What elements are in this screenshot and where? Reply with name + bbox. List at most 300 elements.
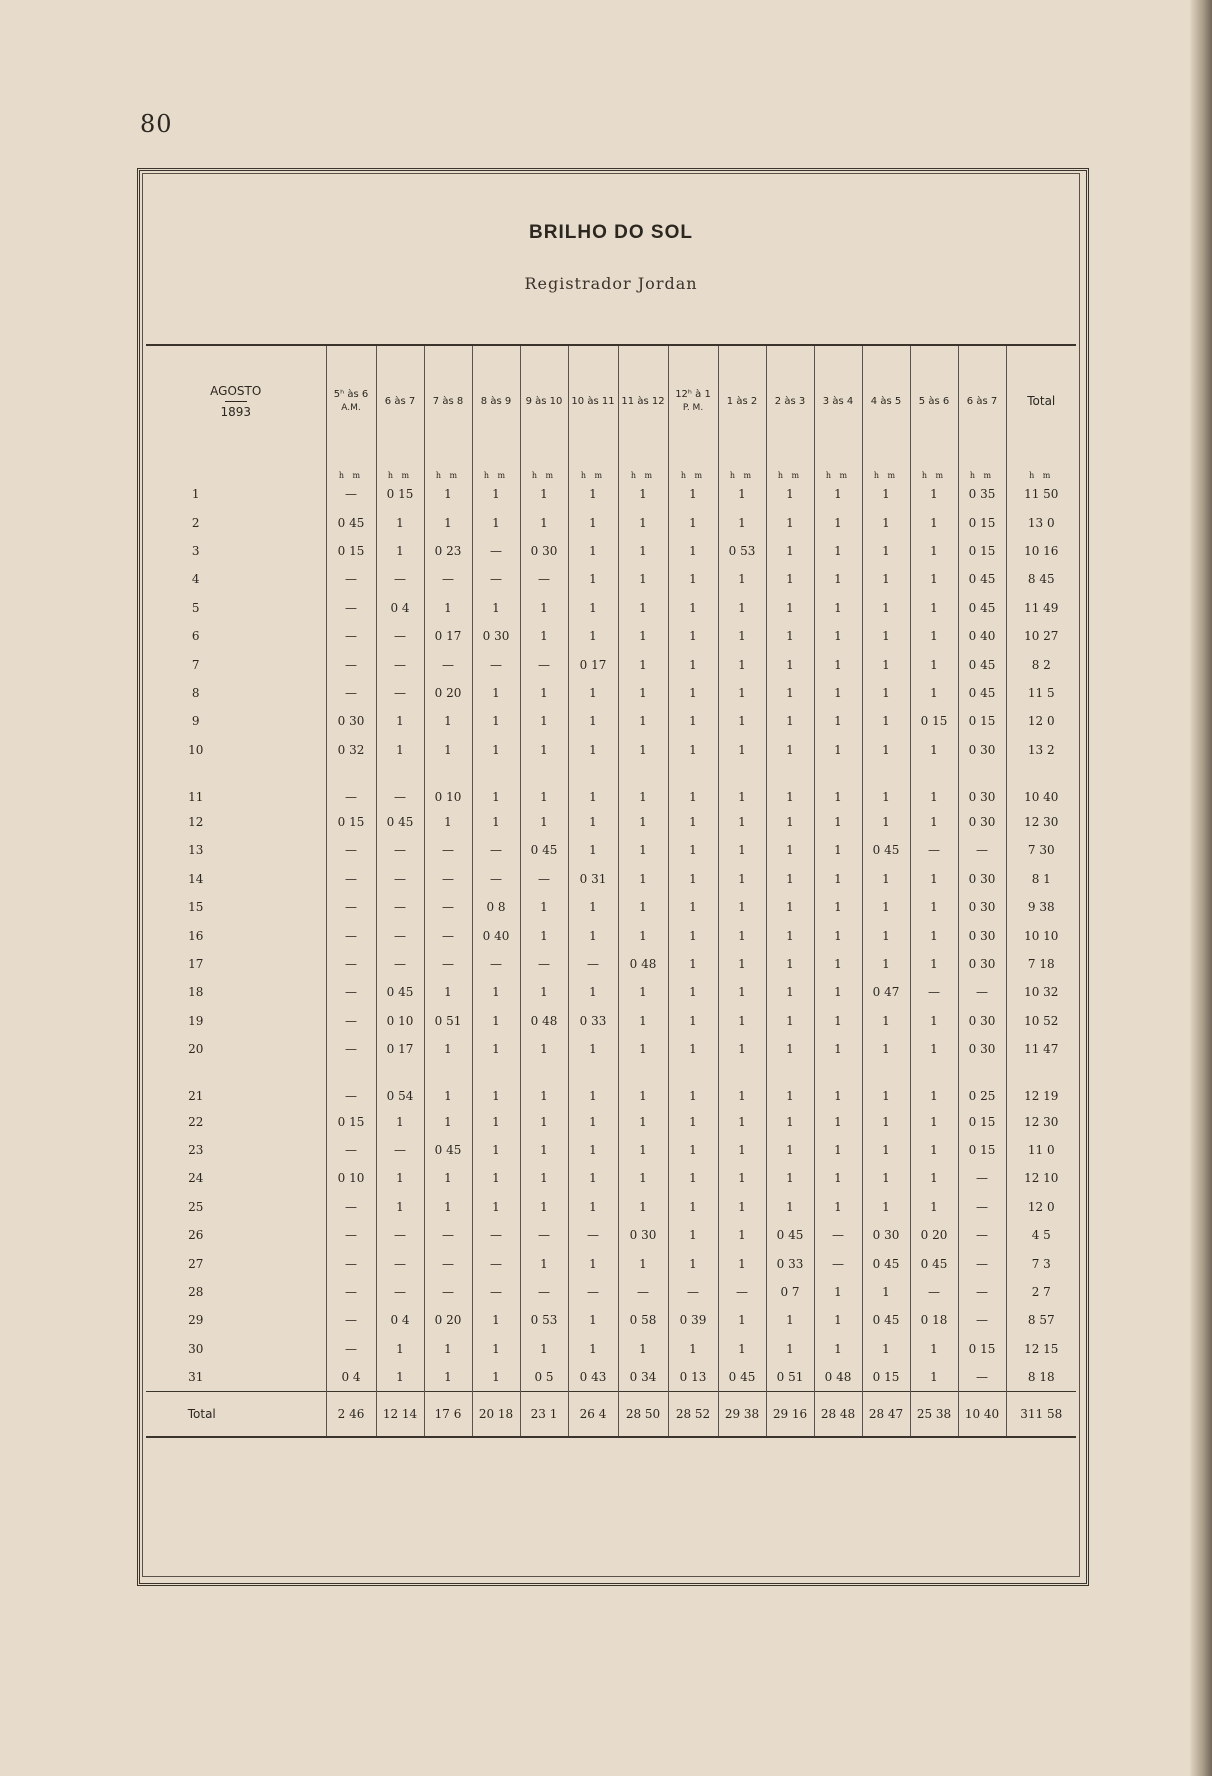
value-cell: 0 45 [958, 594, 1006, 622]
column-header-label: 6 às 7 [966, 395, 998, 407]
value-cell: 1 [862, 1107, 910, 1135]
month-rule [225, 401, 247, 402]
value-cell: 0 40 [958, 622, 1006, 650]
value-cell: 1 [910, 921, 958, 949]
column-header-sub: P. M. [682, 403, 704, 413]
value-cell: 0 47 [862, 978, 910, 1006]
value-cell: — [376, 1278, 424, 1306]
units-spacer [146, 456, 326, 480]
column-header [910, 346, 958, 456]
unit-label: h m [958, 456, 1006, 480]
value-cell: 0 45 [766, 1221, 814, 1249]
column-header-label: 10 às 11 [571, 395, 615, 407]
unit-label: h m [766, 456, 814, 480]
value-cell: 1 [862, 480, 910, 508]
day-cell: 20 [188, 1042, 204, 1057]
day-cell: 21 [188, 1089, 204, 1104]
column-header-label: 12ʰ à 1 [675, 389, 711, 400]
value-cell: 0 45 [862, 1249, 910, 1277]
value-cell: 1 [910, 622, 958, 650]
value-cell: 0 17 [424, 622, 472, 650]
column-header-label: 5 às 6 [918, 395, 950, 407]
value-cell: 1 [376, 508, 424, 536]
value-cell: 1 [618, 707, 668, 735]
value-cell: 0 43 [568, 1363, 618, 1392]
value-cell: 1 [520, 1335, 568, 1363]
value-cell: — [520, 865, 568, 893]
value-cell: 1 [766, 480, 814, 508]
value-cell: 1 [910, 764, 958, 808]
value-cell: 1 [766, 1164, 814, 1192]
value-cell: 0 25 [958, 1063, 1006, 1107]
value-cell: 0 30 [520, 537, 568, 565]
row-total-cell: 11 47 [1006, 1035, 1076, 1063]
value-cell: 1 [376, 1107, 424, 1135]
value-cell: 0 48 [618, 950, 668, 978]
value-cell: 1 [520, 1107, 568, 1135]
value-cell: 1 [862, 921, 910, 949]
table-subtitle: Registrador Jordan [524, 274, 698, 293]
value-cell: 1 [668, 508, 718, 536]
value-cell: 0 45 [718, 1363, 766, 1392]
day-cell: 9 [191, 714, 200, 729]
units-row [146, 456, 1076, 480]
value-cell: 0 30 [958, 808, 1006, 836]
value-cell: 1 [520, 893, 568, 921]
total-cell: 311 58 [1006, 1392, 1076, 1438]
value-cell: 0 18 [910, 1306, 958, 1334]
value-cell: 1 [618, 1136, 668, 1164]
value-cell: 1 [814, 1278, 862, 1306]
value-cell: 0 30 [958, 1035, 1006, 1063]
total-cell: 28 48 [814, 1392, 862, 1438]
row-total-cell: 10 10 [1006, 921, 1076, 949]
value-cell: 1 [424, 1193, 472, 1221]
value-cell: 1 [814, 764, 862, 808]
column-header [472, 346, 520, 456]
value-cell: 0 45 [520, 836, 568, 864]
day-cell: 27 [188, 1256, 204, 1271]
column-header [718, 346, 766, 456]
value-cell: 1 [424, 1335, 472, 1363]
value-cell: 0 15 [862, 1363, 910, 1392]
row-total-cell: 10 16 [1006, 537, 1076, 565]
value-cell: 1 [472, 1363, 520, 1392]
value-cell: 1 [766, 921, 814, 949]
value-cell: 1 [814, 622, 862, 650]
value-cell: — [958, 1278, 1006, 1306]
day-cell: 30 [188, 1341, 204, 1356]
total-cell: 28 52 [668, 1392, 718, 1438]
value-cell: 1 [766, 836, 814, 864]
value-cell: 1 [618, 865, 668, 893]
table-row [146, 893, 1076, 921]
value-cell: 1 [568, 537, 618, 565]
value-cell: 1 [814, 1306, 862, 1334]
value-cell: 1 [668, 1335, 718, 1363]
table-row [146, 950, 1076, 978]
value-cell: 0 45 [424, 1136, 472, 1164]
total-cell: 2 46 [326, 1392, 376, 1438]
value-cell: — [958, 1363, 1006, 1392]
value-cell: 0 15 [958, 1107, 1006, 1135]
unit-label: h m [718, 456, 766, 480]
value-cell: — [668, 1278, 718, 1306]
column-header [766, 346, 814, 456]
value-cell: 0 45 [958, 650, 1006, 678]
value-cell: 1 [668, 1249, 718, 1277]
value-cell: 0 30 [958, 893, 1006, 921]
value-cell: 1 [618, 1164, 668, 1192]
value-cell: 1 [618, 1193, 668, 1221]
value-cell: 1 [668, 622, 718, 650]
value-cell: 1 [718, 865, 766, 893]
table-row [146, 565, 1076, 593]
table-row [146, 1164, 1076, 1192]
value-cell: 1 [910, 1363, 958, 1392]
value-cell: 1 [910, 679, 958, 707]
value-cell: 1 [910, 865, 958, 893]
value-cell: 1 [766, 1007, 814, 1035]
value-cell: 0 53 [718, 537, 766, 565]
value-cell: 0 45 [862, 1306, 910, 1334]
row-total-cell: 12 30 [1006, 1107, 1076, 1135]
value-cell: 1 [424, 707, 472, 735]
column-header [520, 346, 568, 456]
value-cell: — [326, 594, 376, 622]
value-cell: — [376, 679, 424, 707]
value-cell: — [568, 1221, 618, 1249]
value-cell: 1 [472, 1107, 520, 1135]
table-body [146, 456, 1076, 1437]
value-cell: 1 [618, 537, 668, 565]
day-cell: 4 [191, 572, 200, 587]
value-cell: — [424, 836, 472, 864]
table-row [146, 679, 1076, 707]
value-cell: 1 [718, 1007, 766, 1035]
unit-label: h m [424, 456, 472, 480]
value-cell: 1 [472, 1164, 520, 1192]
value-cell: 0 10 [424, 764, 472, 808]
column-header [958, 346, 1006, 456]
value-cell: 1 [520, 921, 568, 949]
table-row [146, 622, 1076, 650]
value-cell: — [424, 1221, 472, 1249]
value-cell: 1 [814, 1063, 862, 1107]
value-cell: 1 [424, 1363, 472, 1392]
day-cell: 28 [188, 1284, 204, 1299]
value-cell: 1 [424, 480, 472, 508]
table-row [146, 1193, 1076, 1221]
value-cell: 1 [862, 622, 910, 650]
table-row [146, 736, 1076, 764]
value-cell: — [472, 865, 520, 893]
value-cell: 0 15 [958, 508, 1006, 536]
value-cell: 0 48 [520, 1007, 568, 1035]
value-cell: 1 [766, 1107, 814, 1135]
value-cell: — [326, 622, 376, 650]
value-cell: 1 [862, 537, 910, 565]
value-cell: 1 [814, 893, 862, 921]
value-cell: 1 [472, 1136, 520, 1164]
unit-label: h m [326, 456, 376, 480]
value-cell: 1 [520, 508, 568, 536]
year-label: 1893 [220, 404, 252, 419]
value-cell: 1 [520, 764, 568, 808]
value-cell: 1 [568, 1136, 618, 1164]
value-cell: 1 [766, 865, 814, 893]
column-header-label: 4 às 5 [870, 395, 902, 407]
value-cell: 1 [766, 565, 814, 593]
column-header [568, 346, 618, 456]
row-total-cell: 8 1 [1006, 865, 1076, 893]
value-cell: 1 [668, 1221, 718, 1249]
day-cell: 15 [188, 900, 204, 915]
table-title: BRILHO DO SOL [529, 222, 693, 243]
table-row [146, 537, 1076, 565]
day-cell: 16 [188, 928, 204, 943]
value-cell: 0 51 [424, 1007, 472, 1035]
row-total-cell: 11 50 [1006, 480, 1076, 508]
value-cell: 1 [910, 1035, 958, 1063]
value-cell: 1 [862, 707, 910, 735]
value-cell: — [326, 1278, 376, 1306]
value-cell: 1 [766, 1136, 814, 1164]
value-cell: 1 [618, 1249, 668, 1277]
total-cell: 23 1 [520, 1392, 568, 1438]
table-row [146, 1335, 1076, 1363]
value-cell: 1 [520, 1136, 568, 1164]
value-cell: — [376, 1221, 424, 1249]
value-cell: 1 [814, 1035, 862, 1063]
value-cell: — [718, 1278, 766, 1306]
value-cell: — [568, 950, 618, 978]
value-cell: 1 [862, 1193, 910, 1221]
value-cell: 0 30 [472, 622, 520, 650]
table-row [146, 650, 1076, 678]
total-cell: 26 4 [568, 1392, 618, 1438]
value-cell: 1 [766, 1306, 814, 1334]
value-cell: 1 [766, 650, 814, 678]
value-cell: 1 [568, 508, 618, 536]
value-cell: — [472, 537, 520, 565]
value-cell: 1 [766, 808, 814, 836]
value-cell: 1 [814, 921, 862, 949]
value-cell: — [568, 1278, 618, 1306]
value-cell: 1 [376, 1193, 424, 1221]
value-cell: 0 8 [472, 893, 520, 921]
value-cell: 1 [862, 865, 910, 893]
value-cell: 1 [766, 622, 814, 650]
value-cell: 1 [718, 1107, 766, 1135]
row-total-cell: 9 38 [1006, 893, 1076, 921]
column-header [814, 346, 862, 456]
value-cell: 1 [766, 893, 814, 921]
day-cell: 8 [191, 685, 200, 700]
row-total-cell: 11 49 [1006, 594, 1076, 622]
value-cell: 1 [472, 594, 520, 622]
value-cell: 1 [718, 950, 766, 978]
value-cell: 1 [718, 808, 766, 836]
unit-label: h m [910, 456, 958, 480]
value-cell: 0 30 [958, 865, 1006, 893]
value-cell: 1 [862, 764, 910, 808]
value-cell: 0 30 [958, 736, 1006, 764]
value-cell: 1 [568, 736, 618, 764]
value-cell: 0 17 [376, 1035, 424, 1063]
value-cell: 1 [520, 707, 568, 735]
row-total-cell: 12 15 [1006, 1335, 1076, 1363]
value-cell: — [376, 836, 424, 864]
total-cell: 12 14 [376, 1392, 424, 1438]
page-number: 80 [140, 110, 173, 138]
value-cell: — [520, 650, 568, 678]
table-row [146, 836, 1076, 864]
value-cell: 1 [718, 836, 766, 864]
unit-label: h m [376, 456, 424, 480]
value-cell: 0 31 [568, 865, 618, 893]
table-row [146, 764, 1076, 808]
value-cell: 1 [718, 1306, 766, 1334]
table-row [146, 1363, 1076, 1392]
value-cell: 0 45 [376, 978, 424, 1006]
value-cell: 1 [910, 808, 958, 836]
value-cell: 1 [618, 679, 668, 707]
row-total-cell: 12 0 [1006, 1193, 1076, 1221]
value-cell: 1 [472, 764, 520, 808]
table-row [146, 1107, 1076, 1135]
value-cell: — [520, 565, 568, 593]
value-cell: — [326, 1136, 376, 1164]
value-cell: 0 45 [910, 1249, 958, 1277]
row-total-cell: 12 30 [1006, 808, 1076, 836]
value-cell: 1 [472, 808, 520, 836]
value-cell: 1 [814, 594, 862, 622]
value-cell: 1 [520, 1035, 568, 1063]
row-total-cell: 8 45 [1006, 565, 1076, 593]
value-cell: — [326, 1063, 376, 1107]
value-cell: 1 [618, 836, 668, 864]
value-cell: 1 [376, 1363, 424, 1392]
value-cell: 1 [766, 736, 814, 764]
value-cell: 1 [718, 921, 766, 949]
value-cell: 1 [814, 836, 862, 864]
column-header-label: 7 às 8 [432, 395, 464, 407]
value-cell: 1 [668, 836, 718, 864]
value-cell: 1 [862, 650, 910, 678]
value-cell: 0 4 [376, 594, 424, 622]
value-cell: 1 [718, 978, 766, 1006]
value-cell: — [424, 893, 472, 921]
value-cell: 1 [568, 622, 618, 650]
value-cell: 0 51 [766, 1363, 814, 1392]
value-cell: 1 [668, 1063, 718, 1107]
value-cell: 1 [862, 1164, 910, 1192]
value-cell: 1 [718, 1193, 766, 1221]
totals-label: Total [146, 1392, 326, 1438]
value-cell: 1 [424, 1164, 472, 1192]
value-cell: 1 [718, 508, 766, 536]
value-cell: 1 [862, 1335, 910, 1363]
value-cell: 0 15 [326, 537, 376, 565]
value-cell: 1 [910, 537, 958, 565]
value-cell: 1 [618, 736, 668, 764]
value-cell: 0 35 [958, 480, 1006, 508]
value-cell: 0 30 [326, 707, 376, 735]
day-cell: 22 [188, 1114, 204, 1129]
value-cell: — [958, 1249, 1006, 1277]
table-row [146, 508, 1076, 536]
value-cell: 1 [910, 950, 958, 978]
value-cell: 1 [668, 808, 718, 836]
value-cell: 1 [520, 622, 568, 650]
row-total-cell: 12 19 [1006, 1063, 1076, 1107]
table-row [146, 480, 1076, 508]
day-cell: 7 [191, 657, 200, 672]
value-cell: 1 [668, 537, 718, 565]
value-cell: — [326, 1035, 376, 1063]
column-header [618, 346, 668, 456]
unit-label: h m [472, 456, 520, 480]
value-cell: 1 [568, 679, 618, 707]
value-cell: 1 [814, 480, 862, 508]
value-cell: 1 [814, 1136, 862, 1164]
day-cell: 5 [191, 600, 200, 615]
value-cell: — [424, 950, 472, 978]
value-cell: 1 [568, 1306, 618, 1334]
value-cell: 1 [568, 921, 618, 949]
value-cell: — [376, 950, 424, 978]
unit-label: h m [1006, 456, 1076, 480]
value-cell: 1 [910, 650, 958, 678]
value-cell: 0 15 [326, 1107, 376, 1135]
value-cell: 1 [814, 865, 862, 893]
value-cell: 1 [814, 508, 862, 536]
value-cell: 1 [814, 950, 862, 978]
value-cell: — [326, 1306, 376, 1334]
table-row [146, 707, 1076, 735]
column-header [376, 346, 424, 456]
value-cell: 1 [766, 950, 814, 978]
table-row [146, 1249, 1076, 1277]
value-cell: — [472, 950, 520, 978]
column-header [1006, 346, 1076, 456]
value-cell: 1 [568, 594, 618, 622]
value-cell: 0 32 [326, 736, 376, 764]
value-cell: 1 [568, 1035, 618, 1063]
value-cell: 1 [618, 808, 668, 836]
table-row [146, 594, 1076, 622]
table-row [146, 808, 1076, 836]
value-cell: 1 [424, 1063, 472, 1107]
value-cell: 1 [668, 480, 718, 508]
value-cell: — [520, 950, 568, 978]
value-cell: 1 [718, 1035, 766, 1063]
row-total-cell: 8 2 [1006, 650, 1076, 678]
value-cell: 0 15 [910, 707, 958, 735]
value-cell: 1 [718, 622, 766, 650]
row-total-cell: 11 0 [1006, 1136, 1076, 1164]
value-cell: 0 20 [424, 1306, 472, 1334]
value-cell: 1 [862, 508, 910, 536]
value-cell: 1 [766, 1035, 814, 1063]
value-cell: 1 [472, 1007, 520, 1035]
table-row [146, 921, 1076, 949]
page-edge [1190, 0, 1212, 1776]
value-cell: 1 [520, 480, 568, 508]
value-cell: 1 [718, 650, 766, 678]
day-cell: 19 [188, 1013, 204, 1028]
